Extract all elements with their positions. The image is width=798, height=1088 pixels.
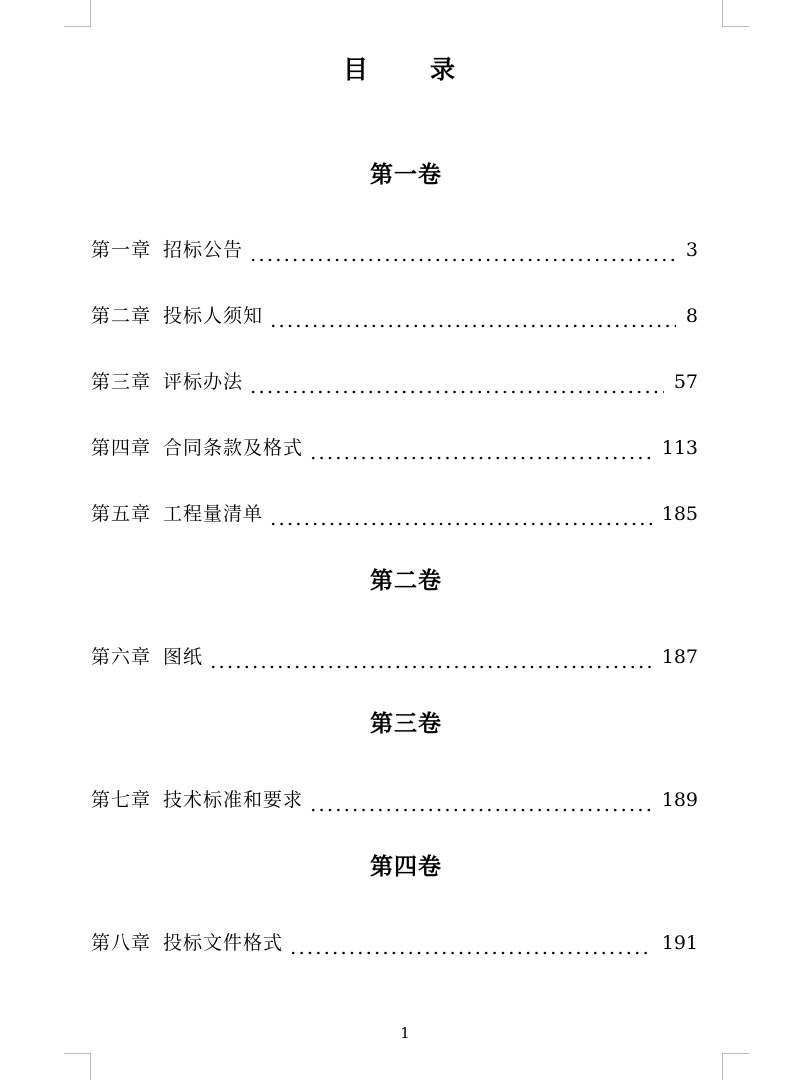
toc-dot-leader bbox=[309, 791, 652, 813]
toc-chapter-title: 图纸 bbox=[163, 646, 204, 668]
toc-chapter-number: 第七章 bbox=[91, 789, 152, 811]
toc-chapter-title: 工程量清单 bbox=[163, 503, 264, 525]
toc-chapter-number: 第五章 bbox=[91, 503, 152, 525]
toc-page-number: 191 bbox=[661, 932, 698, 954]
toc-chapter-number: 第三章 bbox=[91, 371, 152, 393]
toc-chapter-title: 合同条款及格式 bbox=[163, 437, 304, 459]
toc-entry-chapter-6[interactable] bbox=[91, 640, 698, 670]
toc-chapter-title: 技术标准和要求 bbox=[163, 789, 304, 811]
toc-chapter-number: 第四章 bbox=[91, 437, 152, 459]
volume-heading-3: 第三卷 bbox=[370, 710, 442, 737]
toc-dot-leader bbox=[209, 648, 652, 670]
footer-page-number: 1 bbox=[400, 1024, 410, 1042]
volume-heading-1: 第一卷 bbox=[370, 161, 442, 188]
toc-dot-leader bbox=[249, 241, 676, 263]
toc-chapter-number: 第八章 bbox=[91, 932, 152, 954]
toc-chapter-title: 投标文件格式 bbox=[163, 932, 284, 954]
toc-page-number: 189 bbox=[661, 789, 698, 811]
volume-heading-4: 第四卷 bbox=[370, 853, 442, 880]
toc-dot-leader bbox=[269, 307, 676, 329]
toc-page-number: 3 bbox=[685, 239, 698, 261]
toc-dot-leader bbox=[289, 934, 652, 956]
toc-chapter-title: 招标公告 bbox=[163, 239, 244, 261]
toc-entry-chapter-8[interactable] bbox=[91, 926, 698, 956]
volume-heading-2: 第二卷 bbox=[370, 567, 442, 594]
toc-page-number: 185 bbox=[661, 503, 698, 525]
toc-dot-leader bbox=[309, 439, 652, 461]
toc-chapter-number: 第一章 bbox=[91, 239, 152, 261]
toc-page-number: 113 bbox=[661, 437, 698, 459]
toc-page-number: 187 bbox=[661, 646, 698, 668]
crop-mark-top-left bbox=[64, 0, 91, 27]
toc-chapter-title: 投标人须知 bbox=[163, 305, 264, 327]
toc-entry-chapter-4[interactable] bbox=[91, 431, 698, 461]
crop-mark-bottom-left bbox=[64, 1053, 91, 1080]
toc-dot-leader bbox=[249, 373, 664, 395]
toc-entry-chapter-1[interactable] bbox=[91, 233, 698, 263]
toc-chapter-number: 第二章 bbox=[91, 305, 152, 327]
toc-dot-leader bbox=[269, 505, 652, 527]
toc-page-number: 57 bbox=[673, 371, 698, 393]
page-title: 目录 bbox=[342, 55, 517, 84]
toc-page-number: 8 bbox=[685, 305, 698, 327]
toc-entry-chapter-2[interactable] bbox=[91, 299, 698, 329]
crop-mark-bottom-right bbox=[722, 1053, 749, 1080]
crop-mark-top-right bbox=[722, 0, 749, 27]
toc-entry-chapter-3[interactable] bbox=[91, 365, 698, 395]
toc-entry-chapter-5[interactable] bbox=[91, 497, 698, 527]
toc-chapter-number: 第六章 bbox=[91, 646, 152, 668]
toc-chapter-title: 评标办法 bbox=[163, 371, 244, 393]
toc-entry-chapter-7[interactable] bbox=[91, 783, 698, 813]
